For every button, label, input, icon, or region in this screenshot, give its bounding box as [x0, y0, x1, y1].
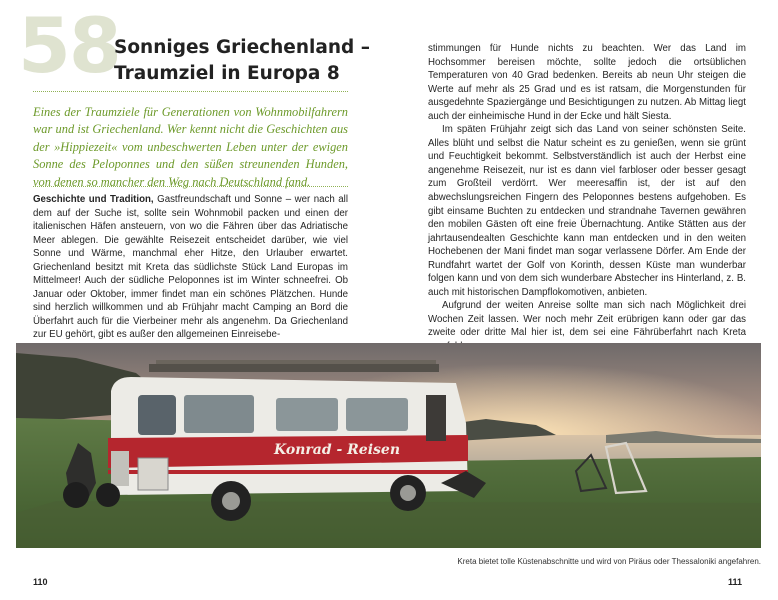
lead-top-divider — [33, 91, 348, 92]
van-lettering: Konrad - Reisen — [274, 442, 400, 458]
right-paragraph-3: Aufgrund der weiten Anreise sollte man sich nach Möglichkeit drei Wochen Zeit lassen. Wer noch mehr Zeit erübrigen kann oder gar das zweite oder dritte Mal hier ist, dem sei eine Fährüberfahrt nach Kreta — [428, 300, 746, 339]
left-column-text: Gastfreundschaft und Sonne – wer nach all dem auf der Suche ist, sollte sein Wohnmobil packen und einen der italienischen Häfen ansteuern, von wo die Fähren über das Adriatische Meer ablegen. Die gewählte Reisezeit entscheidet darüber, wie viel Sonne und Wärme, manchmal eher Hitze, den Urlauber erwartet. Griechenland besitzt mit Kreta das südlichste Stück Land Europas im Mittelmeer! Auch der südliche Peloponnes ist im Winter schneefrei. Ob Januar oder Oktober, immer findet man ein schönes Plätzchen. Hunde sind herzlich willkommen und ab Frühjahr macht Camping an Bord die Überfahrt auch für die Vierbeiner mehr als angenehm. Da Griechenland zur EU gehört, gibt es außer den allgemeinen Einreisebe- — [33, 194, 348, 341]
left-column-paragraph — [33, 193, 348, 342]
lead-paragraph: Eines der Traumziele für Generationen von Wohnmobilfahrern war und ist Griechenland. Wer kennt nicht die Geschichten aus der »Hippiezeit« vom unbeschwerten Leben unter der ewigen Sonne des Peloponnes und den süßen streunenden Hunden, von denen so mancher den Weg nach Deutschland fand. — [33, 105, 348, 189]
right-column — [428, 42, 746, 354]
page-number-right: 111 — [728, 577, 743, 587]
right-paragraph-1: stimmungen für Hunde nichts zu beachten. Wer das Land im Hochsommer bereisen möchte, sollte jedoch die ortsüblichen Temperaturen von 40 Grad bedenken. Bereits ab neun Uhr steigen die Werte auf mehr als 25 Grad und es ist ratsam, die Morgenstunden für ausgedehnte Spaziergänge und Besichtigungen zu nutzen. Ab Mittag liegt auch der einheimische Hund in der Ecke und hält Siesta. — [428, 43, 746, 122]
lead-bottom-divider — [33, 186, 348, 187]
page-number-left: 110 — [33, 577, 48, 587]
left-column-heading: Geschichte und Tradition, — [33, 194, 154, 205]
chapter-title-line-1: Sonniges Griechenland – — [114, 37, 370, 58]
camper-van-photo — [16, 343, 761, 548]
photo-caption: Kreta bietet tolle Küstenabschnitte und wird von Piräus oder Thessaloniki angefahren. — [457, 557, 761, 566]
chapter-title-line-2: Traumziel in Europa 8 — [114, 63, 340, 84]
chapter-number: 58 — [18, 1, 120, 90]
right-paragraph-2: Im späten Frühjahr zeigt sich das Land von seiner schönsten Seite. Alles blüht und selbst die Natur scheint es zu genießen, wenn sie grünt und Feuchtigkeit bekommt. Selbstverständlich ist auch der Herbst eine angenehme Reisezeit, nur ist es dann viel farbloser oder besser gesagt zum Großteil verdörrt. Wer meeresaffin ist, der ist auf den abwechslungsreichen Fingern des Peloponnes bestens aufgehoben. Es gibt einsame Buchten zu entdecken und strandnahe Tavernen gewähren den mobilen Gästen oft eine freie Übernachtung. Antike Stätten aus der jahrtausendealten Geschichte kann man entdecken und in den weiten Hochebenen der Mani findet man sogar verlassene Dörfer. Am Ende der Rundfahrt wartet der Golf von Korinth, dessen Küste man wunderbar folgen kann und von dem sich wunderbare Abstecher ins Hinterland, z. B. auch mit historischen Dampflokomotiven, anbieten. — [428, 124, 746, 298]
left-column — [33, 193, 348, 342]
chapter-title — [114, 35, 370, 87]
